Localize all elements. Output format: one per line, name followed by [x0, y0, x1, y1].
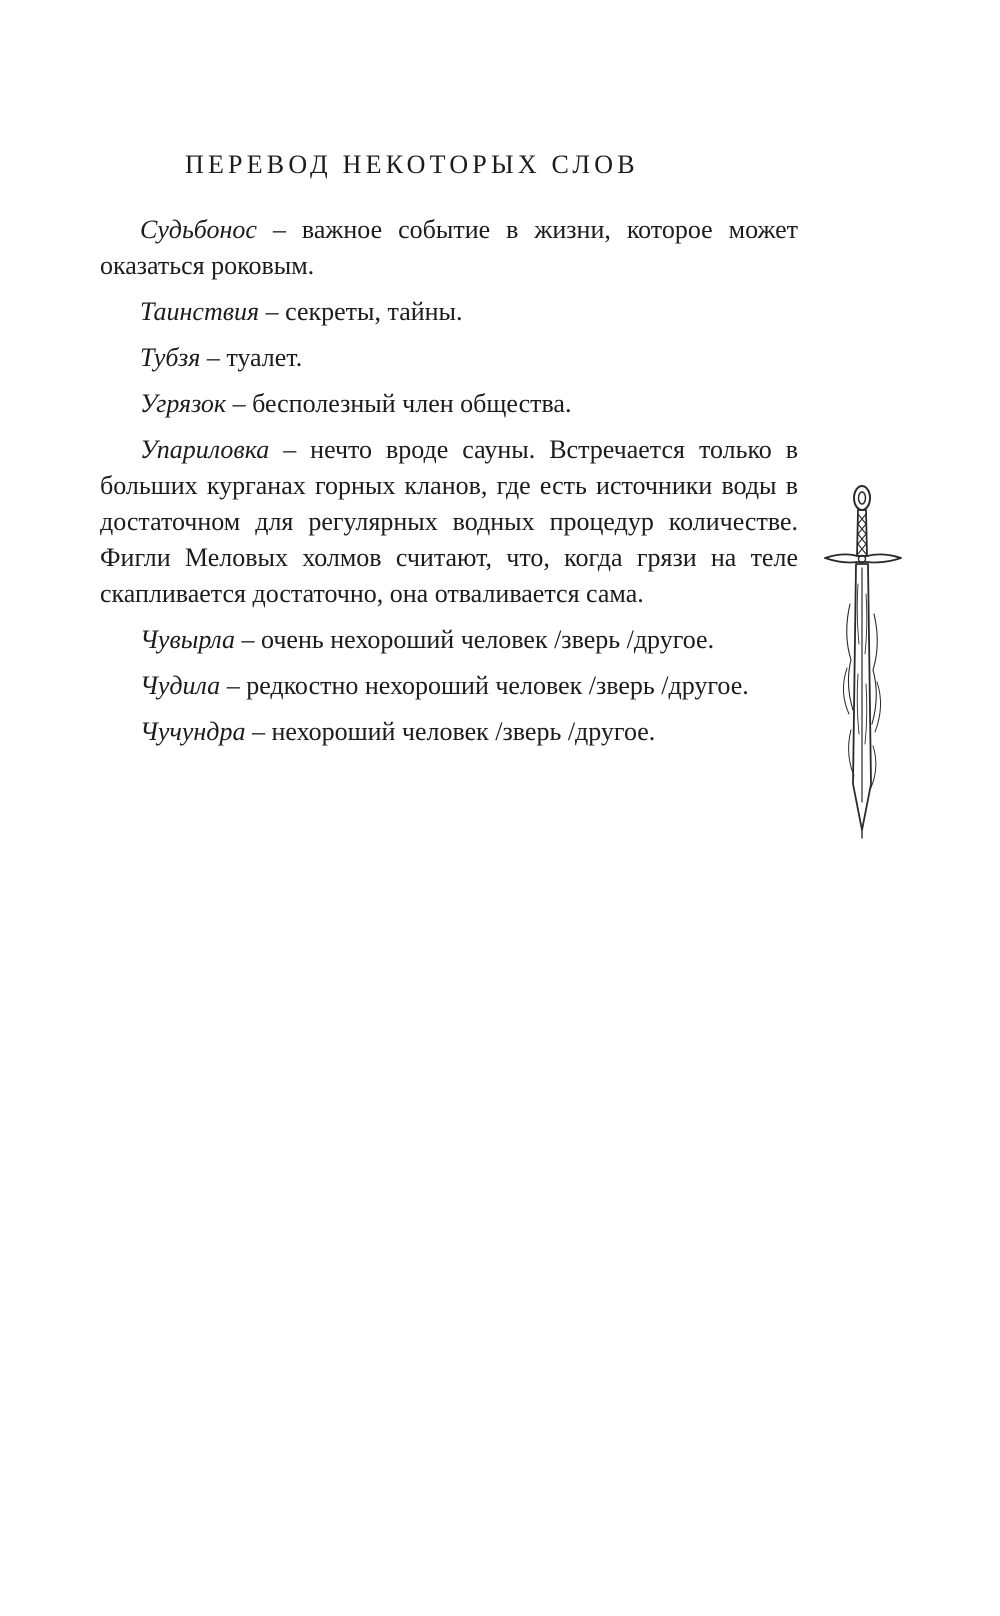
- glossary-entry: [100, 668, 798, 704]
- glossary-term: Чучундра: [140, 717, 246, 746]
- glossary-definition: – редкостно нехороший человек /зверь /другое.: [220, 671, 749, 700]
- glossary-entry: [100, 212, 798, 284]
- glossary-term: Упариловка: [140, 435, 270, 464]
- glossary-definition: – нехороший человек /зверь /другое.: [245, 717, 656, 746]
- glossary-definition: – туалет.: [200, 343, 303, 372]
- glossary-entry: [100, 432, 798, 612]
- glossary-entry: [100, 294, 798, 330]
- glossary-term: Судьбонос: [140, 215, 257, 244]
- glossary-definition: – секреты, тайны.: [259, 297, 463, 326]
- glossary-entry: [100, 386, 798, 422]
- glossary-definition: – нечто вроде сауны. Встречается только в больших курганах горных кланов, где есть источники воды в достаточном для регулярных водных процедур количестве. Фигли Меловых холмов считают, что, когда грязи на теле скапливается достаточно, она отваливается сама.: [100, 435, 798, 608]
- glossary-definition: – важное событие в жизни, которое может оказаться роковым.: [100, 215, 798, 280]
- glossary-term: Таинствия: [140, 297, 260, 326]
- page-title: ПЕРЕВОД НЕКОТОРЫХ СЛОВ: [185, 150, 639, 179]
- glossary-term: Чудила: [140, 671, 221, 700]
- glossary-entry: [100, 714, 798, 750]
- glossary-term: Чувырла: [140, 625, 236, 654]
- glossary-definition: – бесполезный член общества.: [226, 389, 572, 418]
- sword-icon: [823, 484, 903, 840]
- glossary-definition: – очень нехороший человек /зверь /другое.: [235, 625, 715, 654]
- glossary-term: Тубзя: [140, 343, 201, 372]
- glossary-entry: [100, 340, 798, 376]
- glossary-term: Угрязок: [140, 389, 227, 418]
- glossary-list: [100, 212, 798, 760]
- glossary-entry: [100, 622, 798, 658]
